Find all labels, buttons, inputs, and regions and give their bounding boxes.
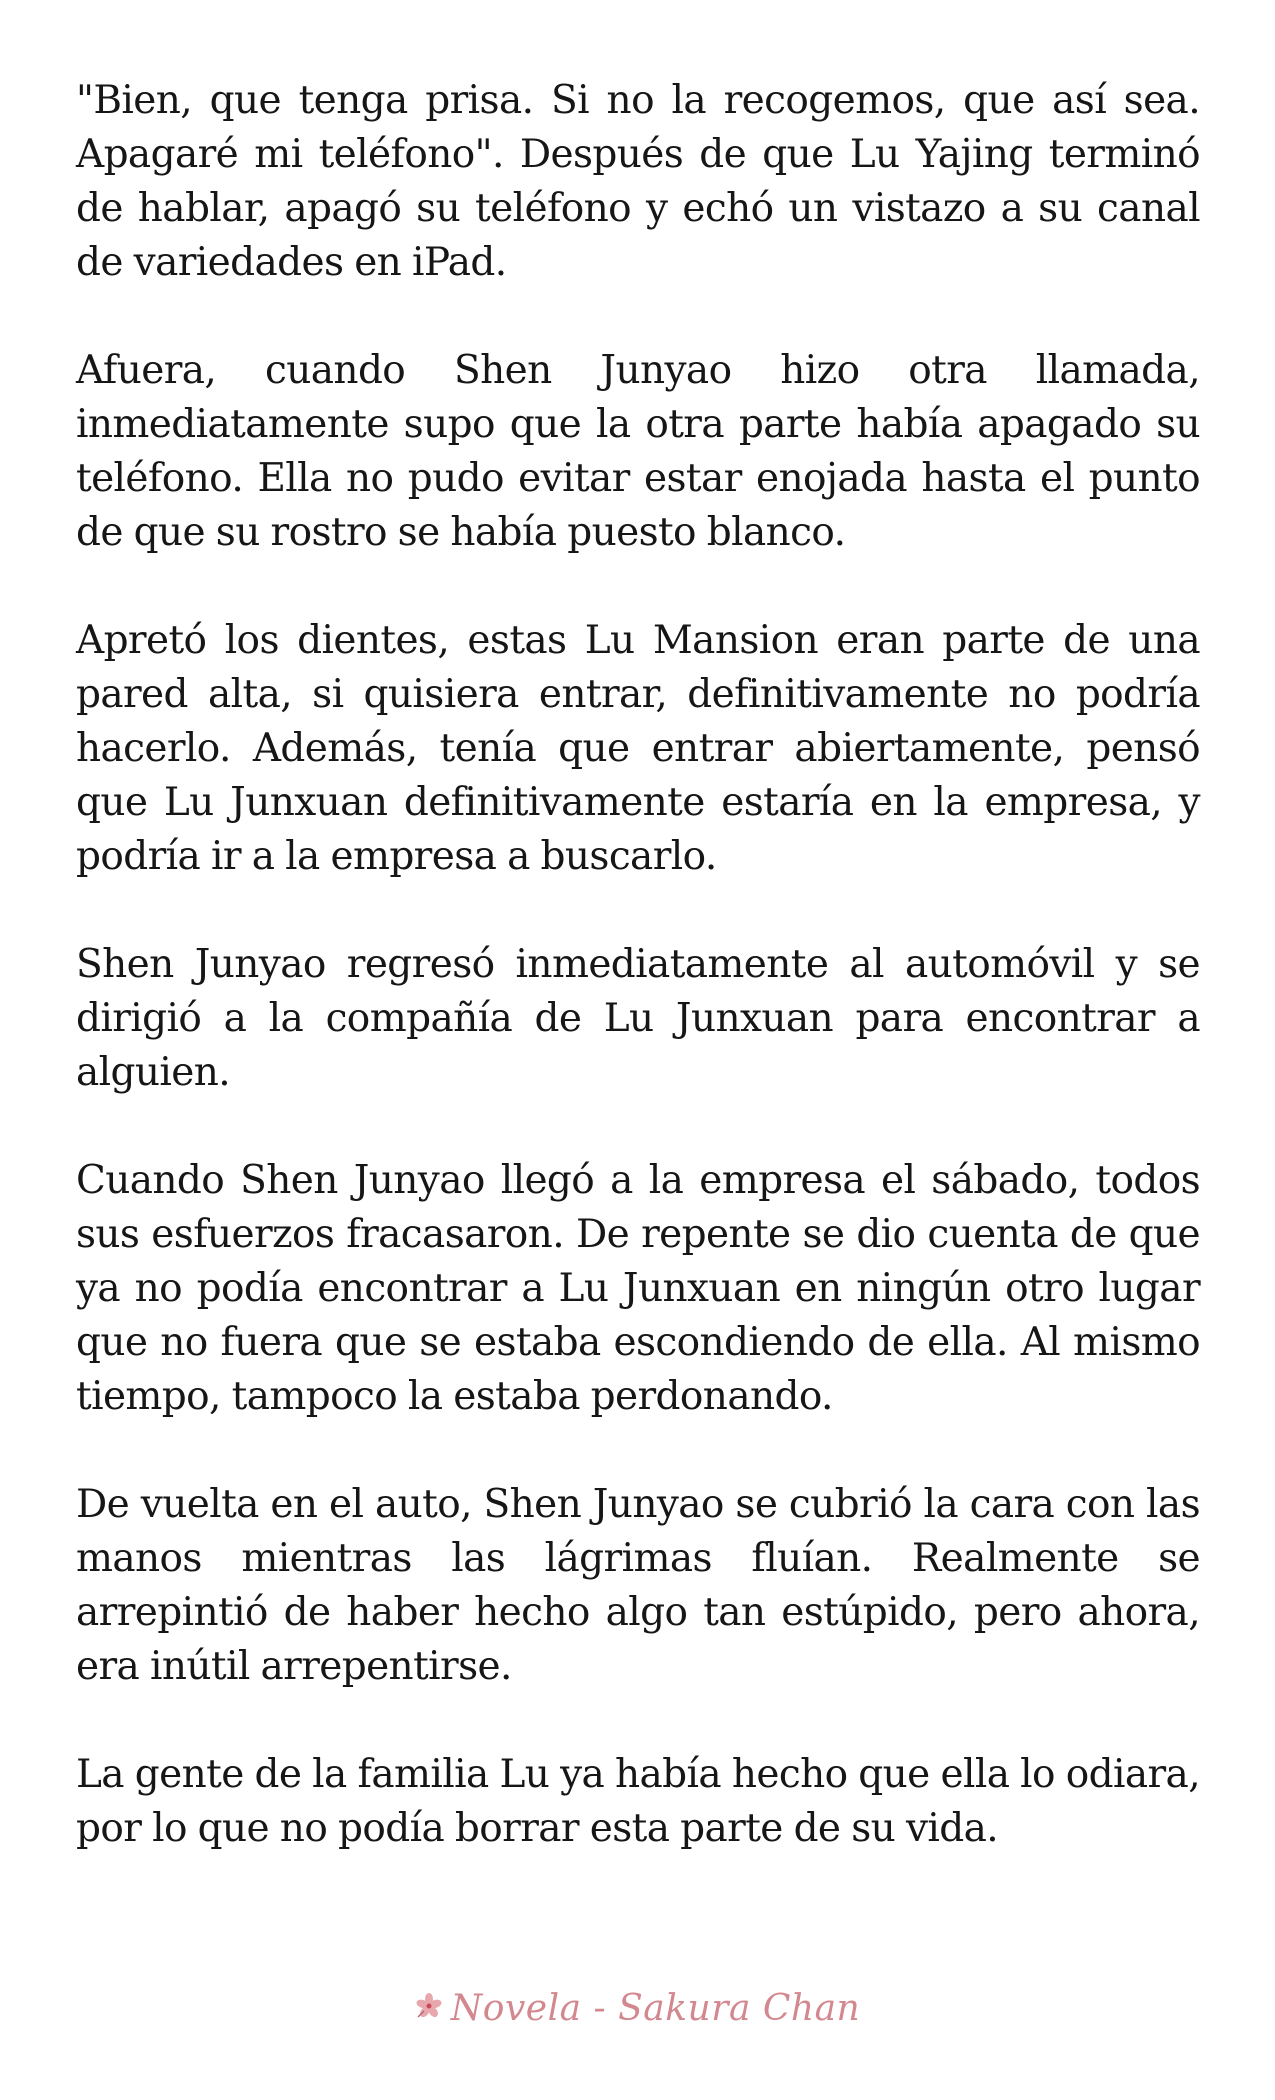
watermark xyxy=(0,1984,1275,2032)
watermark-text: Novela - Sakura Chan xyxy=(450,1987,861,2029)
sakura-flower-icon xyxy=(415,1988,443,2016)
paragraph-7: La gente de la familia Lu ya había hecho que ella lo odiara, por lo que no podía borrar esta parte de su vida. xyxy=(76,1752,1200,1851)
paragraph-2: Afuera, cuando Shen Junyao hizo otra llamada, inmediatamente supo que la otra parte había apagado su teléfono. Ella no pudo evitar estar enojada hasta el punto de que su rostro se había puesto blanco. xyxy=(76,348,1200,555)
paragraph-6: De vuelta en el auto, Shen Junyao se cubrió la cara con las manos mientras las lágrimas fluían. Realmente se arrepintió de haber hecho algo tan estúpido, pero ahora, era inútil arrepentirse. xyxy=(76,1482,1200,1689)
chapter-text xyxy=(76,74,1200,1910)
paragraph-1: "Bien, que tenga prisa. Si no la recogemos, que así sea. Apagaré mi teléfono". Después de que Lu Yajing terminó de hablar, apagó su teléfono y echó un vistazo a su canal de variedades en iPad. xyxy=(76,78,1200,285)
paragraph-4: Shen Junyao regresó inmediatamente al automóvil y se dirigió a la compañía de Lu Junxuan para encontrar a alguien. xyxy=(76,942,1200,1095)
paragraph-3: Apretó los dientes, estas Lu Mansion eran parte de una pared alta, si quisiera entrar, definitivamente no podría hacerlo. Además, tenía que entrar abiertamente, pensó que Lu Junxuan definitivamente estaría en la empresa, y podría ir a la empresa a buscarlo. xyxy=(76,618,1200,879)
paragraph-5: Cuando Shen Junyao llegó a la empresa el sábado, todos sus esfuerzos fracasaron. De repente se dio cuenta de que ya no podía encontrar a Lu Junxuan en ningún otro lugar que no fuera que se estaba escondiendo de ella. Al mismo tiempo, tampoco la estaba perdonando. xyxy=(76,1158,1200,1419)
